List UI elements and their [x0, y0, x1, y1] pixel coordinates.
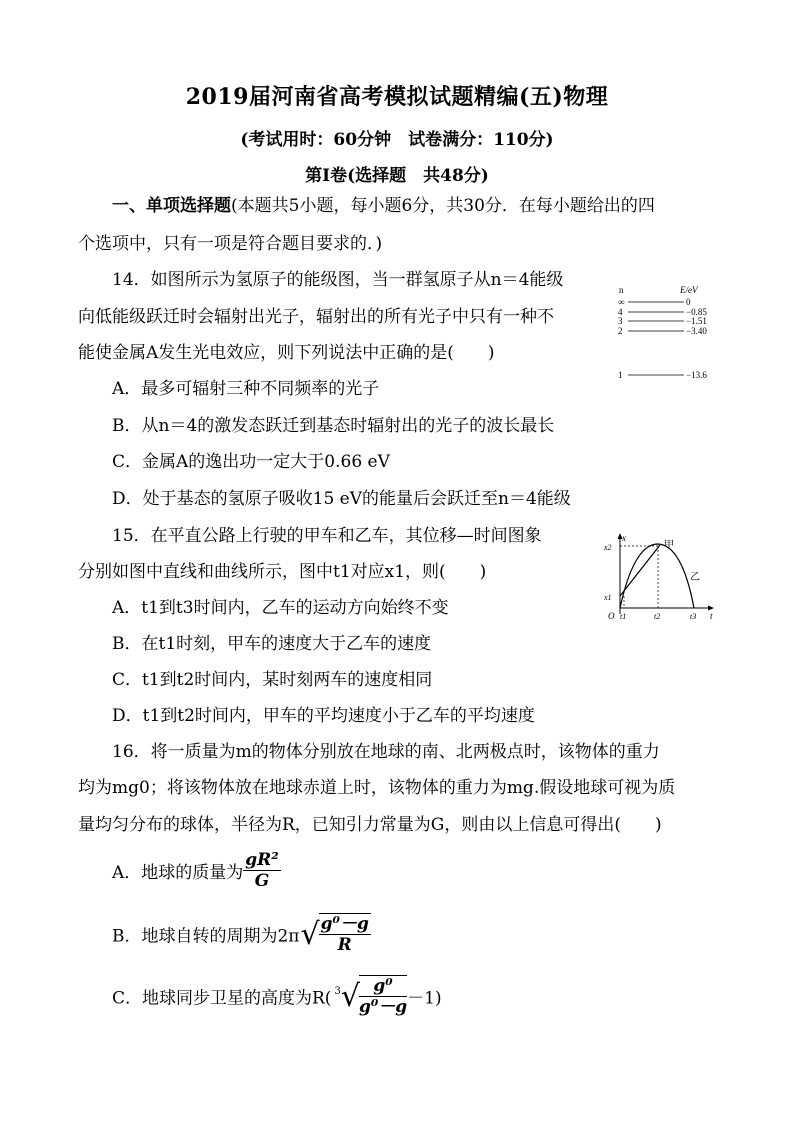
q16-option-b-fraction [319, 913, 371, 955]
q16-option-a-fraction [243, 850, 280, 891]
energy-level-diagram [614, 282, 726, 386]
graph-origin: O [608, 611, 615, 620]
frac-c-denominator: g⁰－g [358, 997, 408, 1017]
diagram-col-n: n [619, 285, 624, 295]
level-n-3: 3 [618, 316, 623, 326]
q14-stem-line2: 向低能级跃迁时会辐射出光子，辐射出的所有光子中只有一种不 [78, 307, 554, 327]
level-n-4: 4 [618, 307, 623, 317]
sqrt-sign-b: √ [300, 916, 320, 952]
q15-option-c: C．t1到t2时间内，某时刻两车的速度相同 [112, 670, 433, 690]
page-title: 2019届河南省高考模拟试题精编(五)物理 [185, 84, 609, 110]
q14-option-a: A．最多可辐射三种不同频率的光子 [112, 379, 380, 399]
x-axis-arrow [708, 606, 714, 611]
label-yi: 乙 [690, 572, 700, 583]
graph-y-label: x [622, 533, 626, 543]
car-yi-curve [620, 544, 694, 608]
q15-stem-line1: 15．在平直公路上行驶的甲车和乙车，其位移—时间图象 [112, 526, 542, 546]
exam-info: (考试用时：60分钟 试卷满分：110分) [240, 130, 554, 150]
q15-stem-line2: 分别如图中直线和曲线所示，图中t1对应x1，则( ) [78, 562, 487, 582]
q16-option-a [112, 850, 281, 891]
q16-stem-line1: 16．将一质量为m的物体分别放在地球的南、北两极点时，该物体的重力 [112, 742, 660, 762]
label-jia: 甲 [664, 540, 674, 551]
q15-option-d: D．t1到t2时间内，甲车的平均速度小于乙车的平均速度 [112, 706, 535, 726]
level-e-3: −1.51 [686, 316, 707, 326]
part1-intro-line1 [112, 196, 655, 216]
graph-t1: t1 [620, 612, 627, 620]
q16-option-c [112, 975, 442, 1017]
car-jia-line [620, 545, 660, 596]
graph-x1: x1 [604, 593, 612, 602]
frac-a-numerator: gR² [245, 850, 279, 870]
q16-stem-line3: 量均匀分布的球体，半径为R，已知引力常量为G，则由以上信息可得出( ) [78, 815, 662, 835]
q15-option-b: B．在t1时刻，甲车的速度大于乙车的速度 [112, 634, 432, 654]
q15-option-a: A．t1到t3时间内，乙车的运动方向始终不变 [112, 598, 449, 618]
q16-stem-line2: 均为mg0；将该物体放在地球赤道上时，该物体的重力为mg.假设地球可视为质 [78, 778, 676, 798]
part1-intro-line2: 个选项中，只有一项是符合题目要求的．) [78, 234, 383, 254]
graph-t2: t2 [654, 612, 661, 620]
frac-b-numerator: g⁰－g [320, 914, 369, 934]
q16-option-c-text: C．地球同步卫星的高度为R( [112, 988, 332, 1009]
q14-stem-line1: 14．如图所示为氢原子的能级图，当一群氢原子从n＝4能级 [112, 270, 564, 290]
level-e-1: −13.6 [686, 370, 707, 380]
level-n-2: 2 [618, 326, 623, 336]
level-n-inf: ∞ [618, 297, 625, 307]
part1-heading: 一、单项选择题 [112, 196, 231, 216]
q16-option-c-fraction [359, 975, 407, 1017]
q14-stem-line3: 能使金属A发生光电效应，则下列说法中正确的是( ) [78, 343, 495, 363]
root-index: 3 [334, 985, 341, 997]
graph-x2: x2 [604, 543, 612, 552]
q16-option-b [112, 913, 371, 955]
level-e-inf: 0 [686, 297, 691, 307]
frac-c-numerator: g⁰ [359, 976, 407, 997]
frac-b-denominator: R [337, 935, 352, 955]
level-e-4: −0.85 [686, 307, 707, 317]
level-e-2: −3.40 [686, 326, 707, 336]
q14-option-d: D．处于基态的氢原子吸收15 eV的能量后会跃迁至n＝4能级 [112, 489, 571, 509]
part1-intro-text: (本题共5小题，每小题6分，共30分．在每小题给出的四 [231, 196, 655, 216]
level-n-1: 1 [618, 370, 623, 380]
q16-option-c-suffix: －1) [407, 988, 442, 1009]
position-time-graph [598, 530, 718, 620]
q16-option-a-text: A．地球的质量为 [112, 863, 244, 883]
q14-option-c: C．金属A的逸出功一定大于0.66 eV [112, 452, 390, 472]
section-heading: 第Ⅰ卷(选择题 共48分) [305, 166, 489, 186]
sqrt-sign-c: √ [340, 978, 360, 1014]
graph-t3: t3 [690, 612, 697, 620]
graph-x-label: t [710, 611, 713, 620]
diagram-col-e: E/eV [680, 285, 698, 295]
q16-option-b-text: B．地球自转的周期为2π [112, 926, 300, 947]
q14-option-b: B．从n＝4的激发态跃迁到基态时辐射出的光子的波长最长 [112, 416, 555, 436]
frac-a-denominator: G [254, 871, 270, 891]
